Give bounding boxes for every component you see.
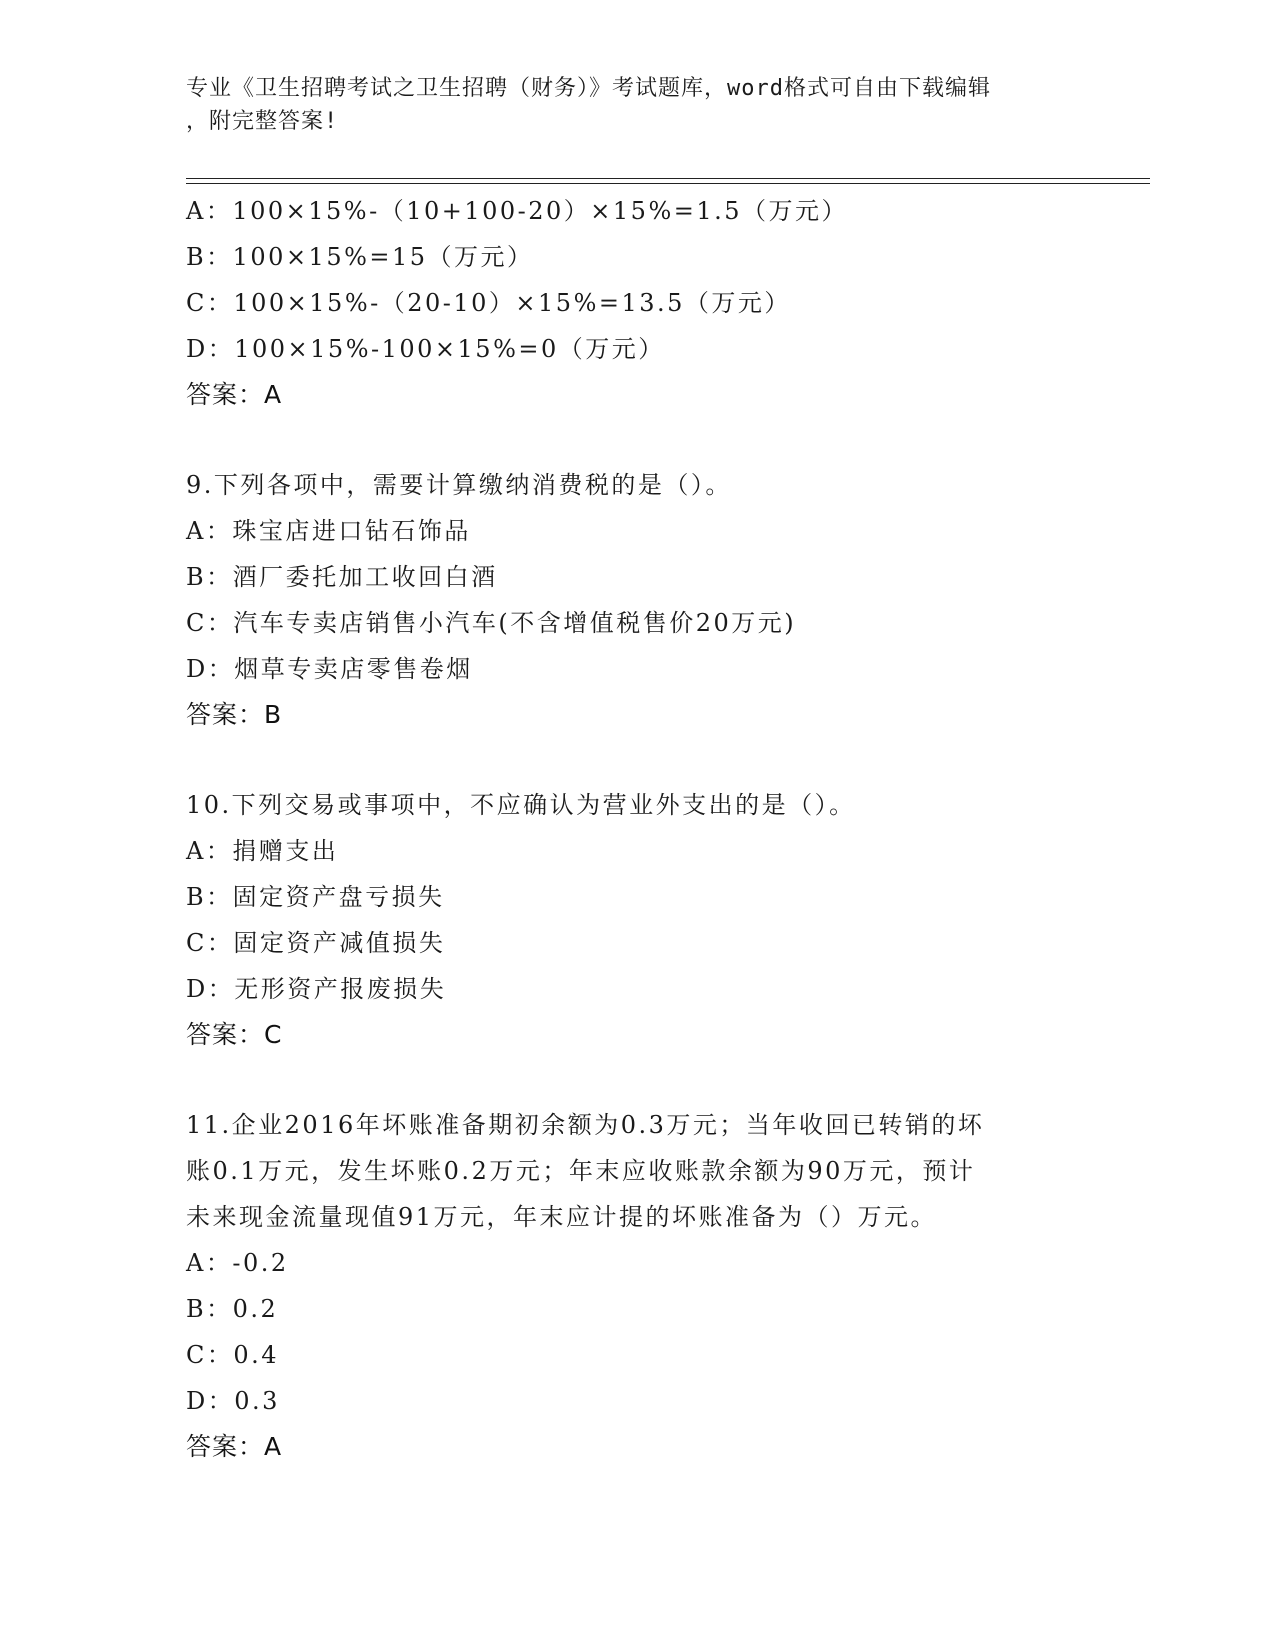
spacer bbox=[186, 418, 1146, 462]
question-10 bbox=[186, 782, 1146, 1058]
option-d: D：无形资产报废损失 bbox=[186, 975, 447, 1003]
question-text: 9.下列各项中，需要计算缴纳消费税的是（）。 bbox=[186, 471, 732, 499]
option-d: D：0.3 bbox=[186, 1387, 280, 1415]
answer-label: 答案：A bbox=[186, 380, 283, 409]
option-c: C：0.4 bbox=[186, 1341, 280, 1369]
question-9 bbox=[186, 462, 1146, 738]
option-b: B：0.2 bbox=[186, 1295, 279, 1323]
header-title-line-1: 专业《卫生招聘考试之卫生招聘（财务）》考试题库，word格式可自由下载编辑 bbox=[186, 76, 991, 101]
question-text: 10.下列交易或事项中，不应确认为营业外支出的是（）。 bbox=[186, 791, 856, 819]
header-divider-top bbox=[186, 178, 1150, 179]
answer-label: 答案：C bbox=[186, 1020, 283, 1049]
option-a: A：捐赠支出 bbox=[186, 837, 339, 865]
option-c: C：100×15%-（20-10）×15%=13.5（万元） bbox=[186, 289, 791, 317]
question-text-line-2: 账0.1万元，发生坏账0.2万元；年末应收账款余额为90万元，预计 bbox=[186, 1157, 976, 1185]
header-title-line-2: ，附完整答案! bbox=[186, 109, 339, 134]
document-header bbox=[186, 72, 1086, 138]
answer-label: 答案：B bbox=[186, 700, 283, 729]
question-list bbox=[186, 188, 1146, 1470]
question-11 bbox=[186, 1102, 1146, 1470]
header-divider-bottom bbox=[186, 183, 1150, 184]
option-c: C：固定资产减值损失 bbox=[186, 929, 446, 957]
question-text-line-3: 未来现金流量现值91万元，年末应计提的坏账准备为（）万元。 bbox=[186, 1203, 938, 1231]
spacer bbox=[186, 738, 1146, 782]
option-a: A：珠宝店进口钻石饰品 bbox=[186, 517, 471, 545]
option-c: C：汽车专卖店销售小汽车(不含增值税售价20万元) bbox=[186, 609, 797, 637]
option-b: B：100×15%=15（万元） bbox=[186, 243, 534, 271]
option-d: D：100×15%-100×15%=0（万元） bbox=[186, 335, 665, 363]
option-b: B：酒厂委托加工收回白酒 bbox=[186, 563, 498, 591]
option-b: B：固定资产盘亏损失 bbox=[186, 883, 445, 911]
question-text-line-1: 11.企业2016年坏账准备期初余额为0.3万元；当年收回已转销的坏 bbox=[186, 1111, 985, 1139]
option-d: D：烟草专卖店零售卷烟 bbox=[186, 655, 473, 683]
option-a: A：-0.2 bbox=[186, 1249, 289, 1277]
spacer bbox=[186, 1058, 1146, 1102]
question-8 bbox=[186, 188, 1146, 418]
option-a: A：100×15%-（10+100-20）×15%=1.5（万元） bbox=[186, 197, 849, 225]
answer-label: 答案：A bbox=[186, 1432, 283, 1461]
